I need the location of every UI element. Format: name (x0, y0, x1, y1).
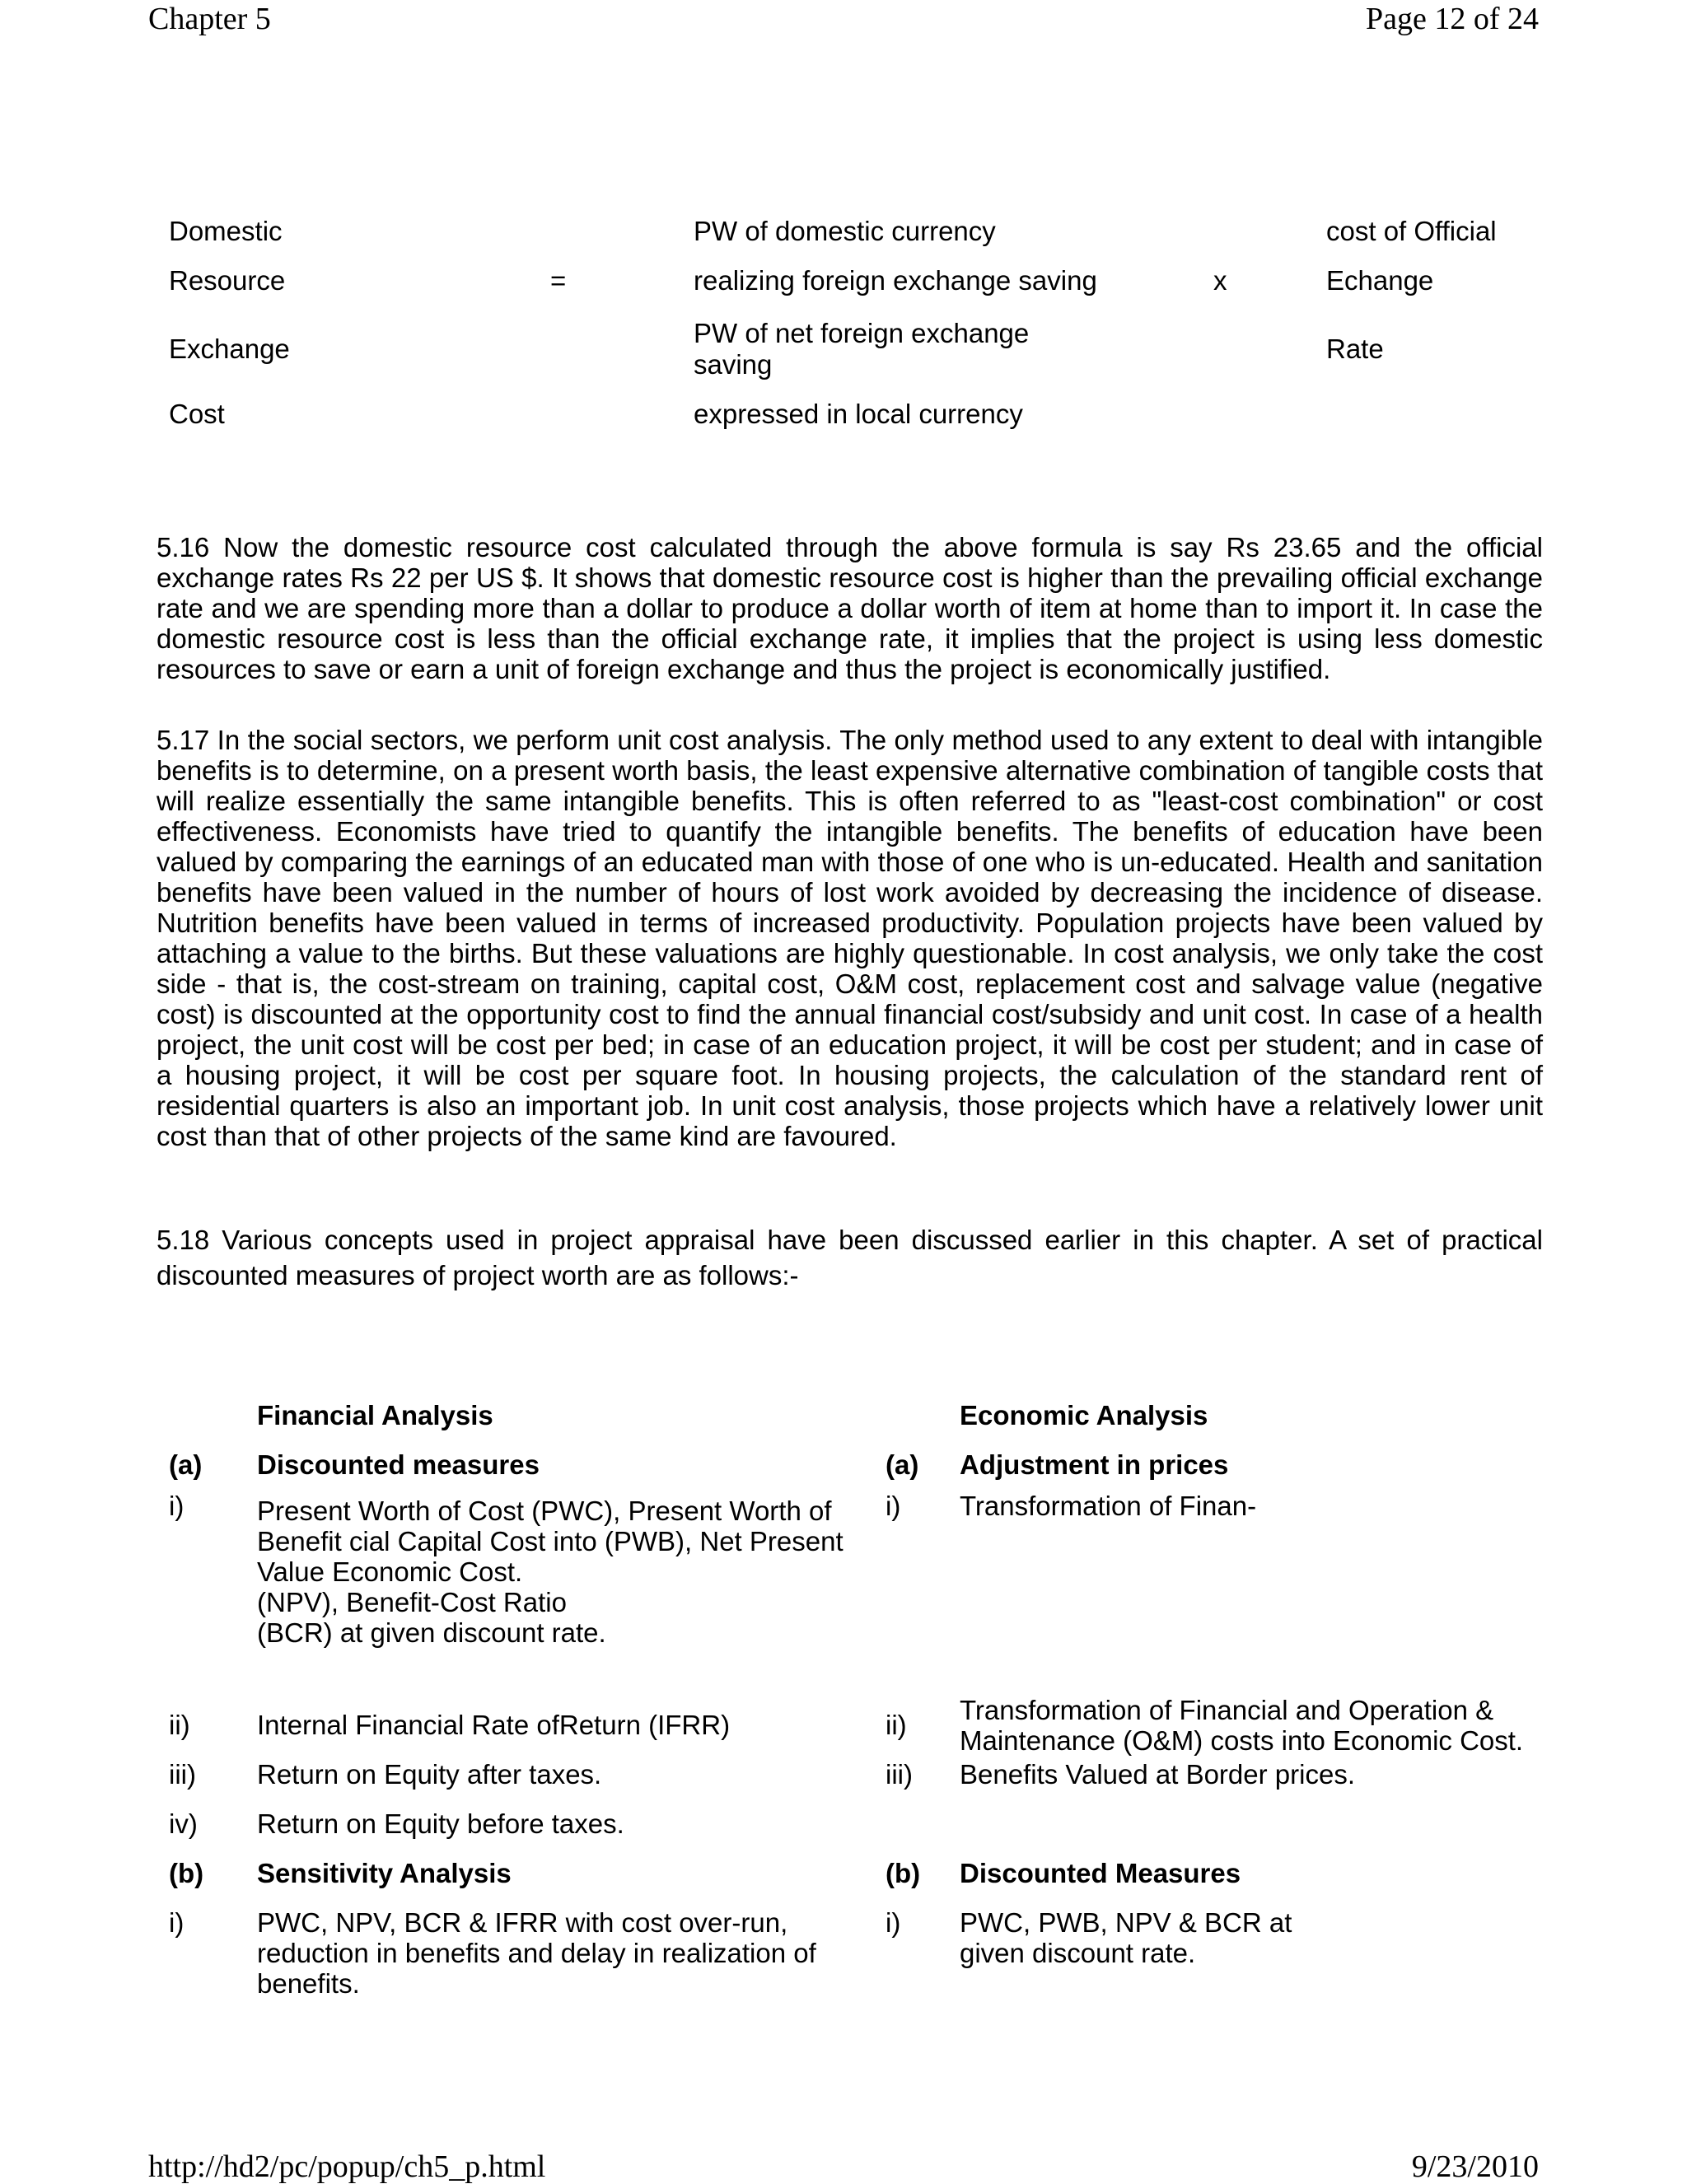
eco-item-label: iii) (886, 1759, 913, 1790)
eco-item-label: i) (886, 1907, 901, 1938)
eco-label-a: (a) (886, 1449, 919, 1480)
eco-item-text: Transformation of Financial and Operation & Maintenance (O&M) costs into Economic Cost. (960, 1695, 1524, 1756)
fin-item-label: iv) (169, 1808, 198, 1839)
fin-item-text: PWC, NPV, BCR & IFRR with cost over-run, reduction in benefits and delay in realization of benefits. (257, 1907, 816, 1999)
fin-item-text: Return on Equity after taxes. (257, 1759, 602, 1790)
eco-item-text: PWC, PWB, NPV & BCR at given discount rate. (960, 1907, 1292, 1968)
page-number: Page 12 of 24 (1365, 2, 1539, 36)
fin-sensitivity-analysis: Sensitivity Analysis (257, 1858, 512, 1888)
fin-item-label: ii) (169, 1710, 190, 1740)
paragraph-5-17: 5.17 In the social sectors, we perform unit cost analysis. The only method used to any extent to deal with intangible benefits is to determine, on a present worth basis, the least expensive alternative combination of tangible costs that will realize essentially the same intangible benefits. This is often referred to as "least-cost combination" or cost effectiveness. Economists have tried to quantify the intangible benefits. The benefits of education have been valued by comparing the earnings of an educated man with those of one who is un-educated. Health and sanitation benefits have been valued in the number of hours of lost work avoided by decreasing the incidence of disease. Nutrition benefits have been valued in terms of increased productivity. Population projects have been valued by attaching a value to the births. But these valuations are highly questionable. In cost analysis, we only take the cost side - that is, the cost-stream on training, capital cost, O&M cost, replacement cost and salvage value (negative cost) is discounted at the opportunity cost to find the annual financial cost/subsidy and unit cost. In case of a health project, the unit cost will be cost per bed; in case of an education project, it will be cost per student; and in case of a housing project, it will be cost per square foot. In housing projects, the calculation of the standard rent of residential quarters is also an important job. In unit cost analysis, those projects which have a relatively lower unit cost than that of other projects of the same kind are favoured. (157, 725, 1543, 1151)
eco-item-label: i) (886, 1491, 901, 1521)
eco-discounted-measures: Discounted Measures (960, 1858, 1241, 1888)
formula-denominator-line-1: PW of net foreign exchange saving (694, 318, 1030, 380)
fin-item-text: Internal Financial Rate ofReturn (IFRR) (257, 1710, 731, 1740)
formula-numerator-line-1: PW of domestic currency (694, 216, 996, 246)
formula-numerator-line-2: realizing foreign exchange saving (694, 265, 1097, 296)
fin-item-label: i) (169, 1907, 185, 1938)
formula-lhs-line-4: Cost (169, 399, 225, 429)
paragraph-5-16: 5.16 Now the domestic resource cost calculated through the above formula is say Rs 23.65 and the official exchange rates Rs 22 per US $. It shows that domestic resource cost is higher than the prevailing official exchange rate and we are spending more than a dollar to produce a dollar worth of item at home than to import it. In case the domestic resource cost is less than the official exchange rate, it implies that the project is using less domestic resources to save or earn a unit of foreign exchange and thus the project is economically justified. (157, 532, 1543, 684)
fin-discounted-measures: Discounted measures (257, 1449, 540, 1480)
fin-item-text: Return on Equity before taxes. (257, 1808, 624, 1839)
paragraph-5-18: 5.18 Various concepts used in project appraisal have been discussed earlier in this chapter. A set of practical discounted measures of project worth are as follows:- (157, 1225, 1543, 1290)
chapter-label: Chapter 5 (148, 2, 271, 36)
fin-item-label: i) (169, 1491, 185, 1521)
formula-lhs-line-1: Domestic (169, 216, 283, 246)
formula-lhs-line-3: Exchange (169, 334, 290, 364)
eco-item-text: Benefits Valued at Border prices. (960, 1759, 1355, 1790)
formula-rhs-line-3: Rate (1326, 334, 1384, 364)
page-url: http://hd2/pc/popup/ch5_p.html (148, 2149, 546, 2184)
eco-adjustment-in-prices: Adjustment in prices (960, 1449, 1229, 1480)
formula-times-sign: x (1213, 265, 1227, 296)
formula-equals-sign: = (550, 265, 567, 296)
fin-label-b: (b) (169, 1858, 204, 1888)
formula-rhs-line-1: cost of Official (1326, 216, 1497, 246)
fin-item-text: Present Worth of Cost (PWC), Present Worth of Benefit cial Capital Cost into (PWB), Net Present Value Economic Cost. (NPV), Benefit-Cost Ratio (BCR) at given discount rate. (257, 1496, 844, 1648)
eco-label-b: (b) (886, 1858, 921, 1888)
fin-label-a: (a) (169, 1449, 203, 1480)
eco-item-text: Transformation of Finan- (960, 1491, 1257, 1521)
fin-item-label: iii) (169, 1759, 196, 1790)
formula-lhs-line-2: Resource (169, 265, 286, 296)
eco-item-label: ii) (886, 1710, 907, 1740)
formula-rhs-line-2: Echange (1326, 265, 1434, 296)
print-date: 9/23/2010 (1411, 2149, 1539, 2184)
economic-analysis-heading: Economic Analysis (960, 1400, 1208, 1430)
formula-denominator-line-2: expressed in local currency (694, 399, 1023, 429)
financial-analysis-heading: Financial Analysis (257, 1400, 493, 1430)
